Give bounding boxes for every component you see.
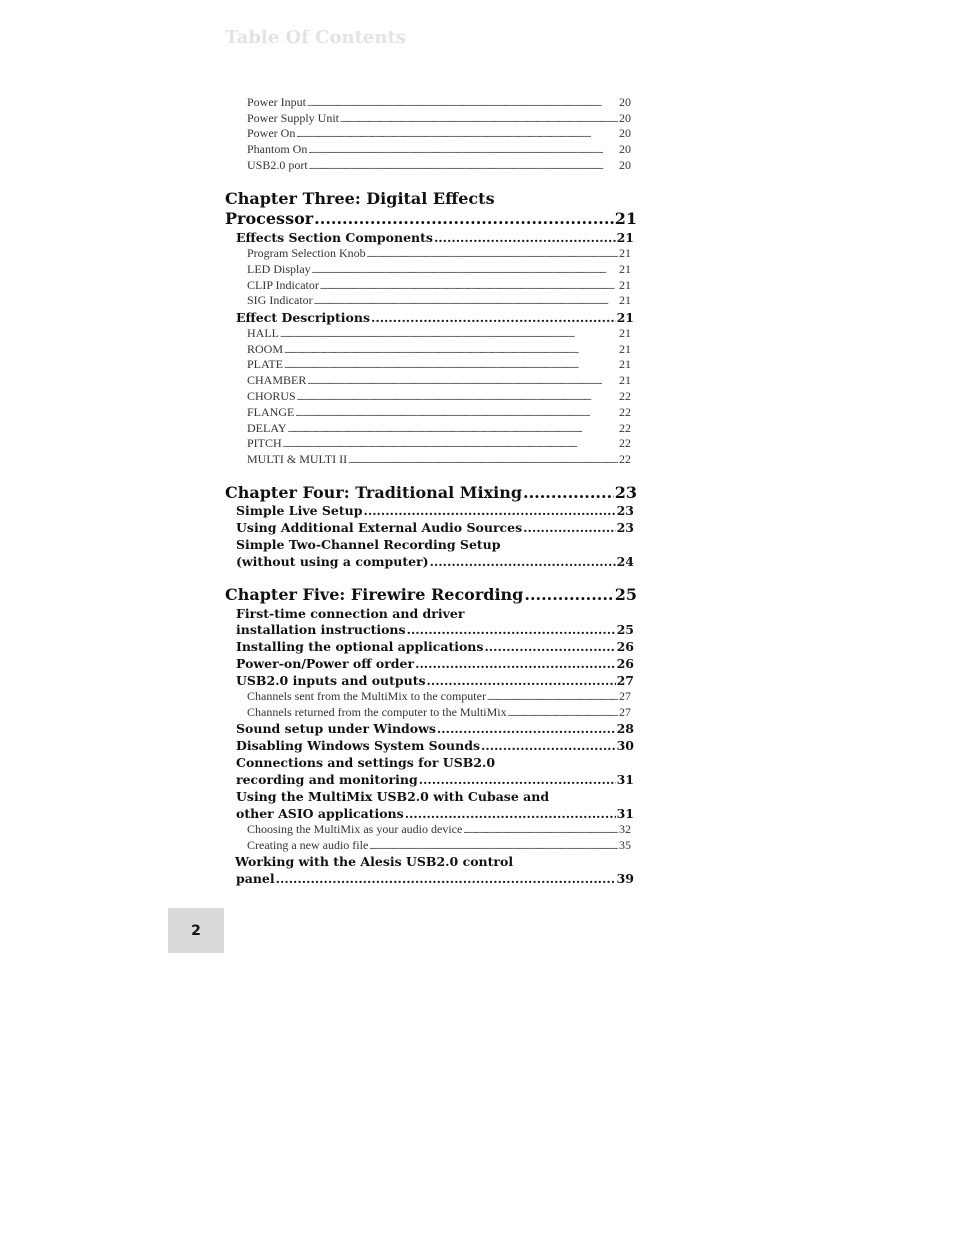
dot-leader	[284, 343, 618, 358]
dot-leader	[308, 143, 618, 158]
dot-leader	[312, 263, 618, 278]
dot-leader	[283, 437, 618, 452]
toc-entry[interactable]: ROOM ..... 21	[247, 342, 631, 358]
toc-section-entry[interactable]: Using Additional External Audio Sources ..... 23	[236, 520, 634, 536]
toc-section-entry[interactable]: Power-on/Power off order ..... 26	[236, 656, 634, 672]
dot-leader	[295, 406, 618, 421]
dot-leader	[296, 127, 618, 142]
dot-leader	[363, 503, 615, 519]
dot-leader	[434, 230, 616, 246]
dot-leader	[367, 247, 618, 262]
dot-leader	[430, 554, 616, 570]
toc-entry[interactable]: Power On ..... 20	[247, 126, 631, 142]
dot-leader	[508, 706, 618, 721]
toc-section-entry[interactable]: (without using a computer) ..... 24	[236, 554, 634, 570]
connections-settings-line1[interactable]: Connections and settings for USB2.0	[236, 755, 496, 770]
toc-section-entry[interactable]: USB2.0 inputs and outputs ..... 27	[236, 673, 634, 689]
chapter-three-entry[interactable]: Processor ..... 21	[225, 209, 637, 229]
dot-leader	[340, 112, 618, 127]
dot-leader	[407, 622, 616, 638]
toc-entry[interactable]: Program Selection Knob ..... 21	[247, 246, 631, 262]
dot-leader	[288, 422, 618, 437]
toc-entry[interactable]: Power Input ..... 20	[247, 95, 631, 111]
dot-leader	[307, 374, 618, 389]
toc-section-entry[interactable]: Installing the optional applications ..... 26	[236, 639, 634, 655]
dot-leader	[523, 520, 615, 536]
toc-entry[interactable]: FLANGE ..... 22	[247, 405, 631, 421]
toc-entry[interactable]: Channels returned from the computer to the MultiMix ..... 27	[247, 705, 631, 721]
toc-entry[interactable]: Power Supply Unit ..... 20	[247, 111, 631, 127]
page-header-title: Table Of Contents	[225, 27, 406, 48]
chapter-four-entry[interactable]: Chapter Four: Traditional Mixing ..... 23	[225, 483, 637, 503]
toc-section-entry[interactable]: Effects Section Components ..... 21	[236, 230, 634, 246]
chapter-three-title-line1[interactable]: Chapter Three: Digital Effects	[225, 189, 495, 208]
toc-entry[interactable]: Phantom On ..... 20	[247, 142, 631, 158]
control-panel-line1[interactable]: Working with the Alesis USB2.0 control	[235, 854, 514, 869]
toc-entry[interactable]: PLATE ..... 21	[247, 357, 631, 373]
toc-entry[interactable]: Channels sent from the MultiMix to the computer ..... 27	[247, 689, 631, 705]
dot-leader	[320, 279, 618, 294]
dot-leader	[415, 656, 616, 672]
dot-leader	[314, 209, 614, 229]
dot-leader	[348, 453, 618, 468]
toc-entry[interactable]: MULTI & MULTI II ..... 22	[247, 452, 631, 468]
dot-leader	[487, 690, 618, 705]
dot-leader	[524, 585, 613, 605]
toc-entry[interactable]: USB2.0 port ..... 20	[247, 158, 631, 174]
toc-section-entry[interactable]: Simple Live Setup ..... 23	[236, 503, 634, 519]
toc-entry[interactable]: CHAMBER ..... 21	[247, 373, 631, 389]
dot-leader	[284, 358, 618, 373]
toc-section-entry[interactable]: Effect Descriptions ..... 21	[236, 310, 634, 326]
dot-leader	[437, 721, 616, 737]
cubase-asio-line1[interactable]: Using the MultiMix USB2.0 with Cubase and	[236, 789, 550, 804]
toc-entry[interactable]: SIG Indicator ..... 21	[247, 293, 631, 309]
toc-entry[interactable]: DELAY ..... 22	[247, 421, 631, 437]
toc-entry[interactable]: Creating a new audio file ..... 35	[247, 838, 631, 854]
dot-leader	[276, 871, 616, 887]
toc-entry[interactable]: HALL ..... 21	[247, 326, 631, 342]
chapter-five-entry[interactable]: Chapter Five: Firewire Recording ..... 25	[225, 585, 637, 605]
dot-leader	[484, 639, 615, 655]
dot-leader	[463, 823, 618, 838]
toc-entry[interactable]: CLIP Indicator ..... 21	[247, 278, 631, 294]
toc-section-entry[interactable]: panel ..... 39	[236, 871, 634, 887]
page-number: 2	[168, 908, 224, 953]
dot-leader	[419, 772, 616, 788]
two-channel-setup-line1[interactable]: Simple Two-Channel Recording Setup	[236, 537, 501, 552]
toc-entry[interactable]: CHORUS ..... 22	[247, 389, 631, 405]
toc-entry[interactable]: Choosing the MultiMix as your audio device ..... 32	[247, 822, 631, 838]
dot-leader	[371, 310, 616, 326]
toc-section-entry[interactable]: recording and monitoring ..... 31	[236, 772, 634, 788]
dot-leader	[307, 96, 618, 111]
dot-leader	[523, 483, 614, 503]
toc-section-entry[interactable]: Disabling Windows System Sounds ..... 30	[236, 738, 634, 754]
toc-entry[interactable]: PITCH ..... 22	[247, 436, 631, 452]
dot-leader	[405, 806, 616, 822]
dot-leader	[314, 294, 618, 309]
dot-leader	[309, 159, 618, 174]
dot-leader	[280, 327, 618, 342]
first-time-connection-line1[interactable]: First-time connection and driver	[236, 606, 465, 621]
dot-leader	[427, 673, 616, 689]
dot-leader	[369, 839, 618, 854]
toc-section-entry[interactable]: Sound setup under Windows ..... 28	[236, 721, 634, 737]
dot-leader	[297, 390, 618, 405]
toc-section-entry[interactable]: other ASIO applications ..... 31	[236, 806, 634, 822]
toc-section-entry[interactable]: installation instructions ..... 25	[236, 622, 634, 638]
toc-entry[interactable]: LED Display ..... 21	[247, 262, 631, 278]
dot-leader	[481, 738, 616, 754]
